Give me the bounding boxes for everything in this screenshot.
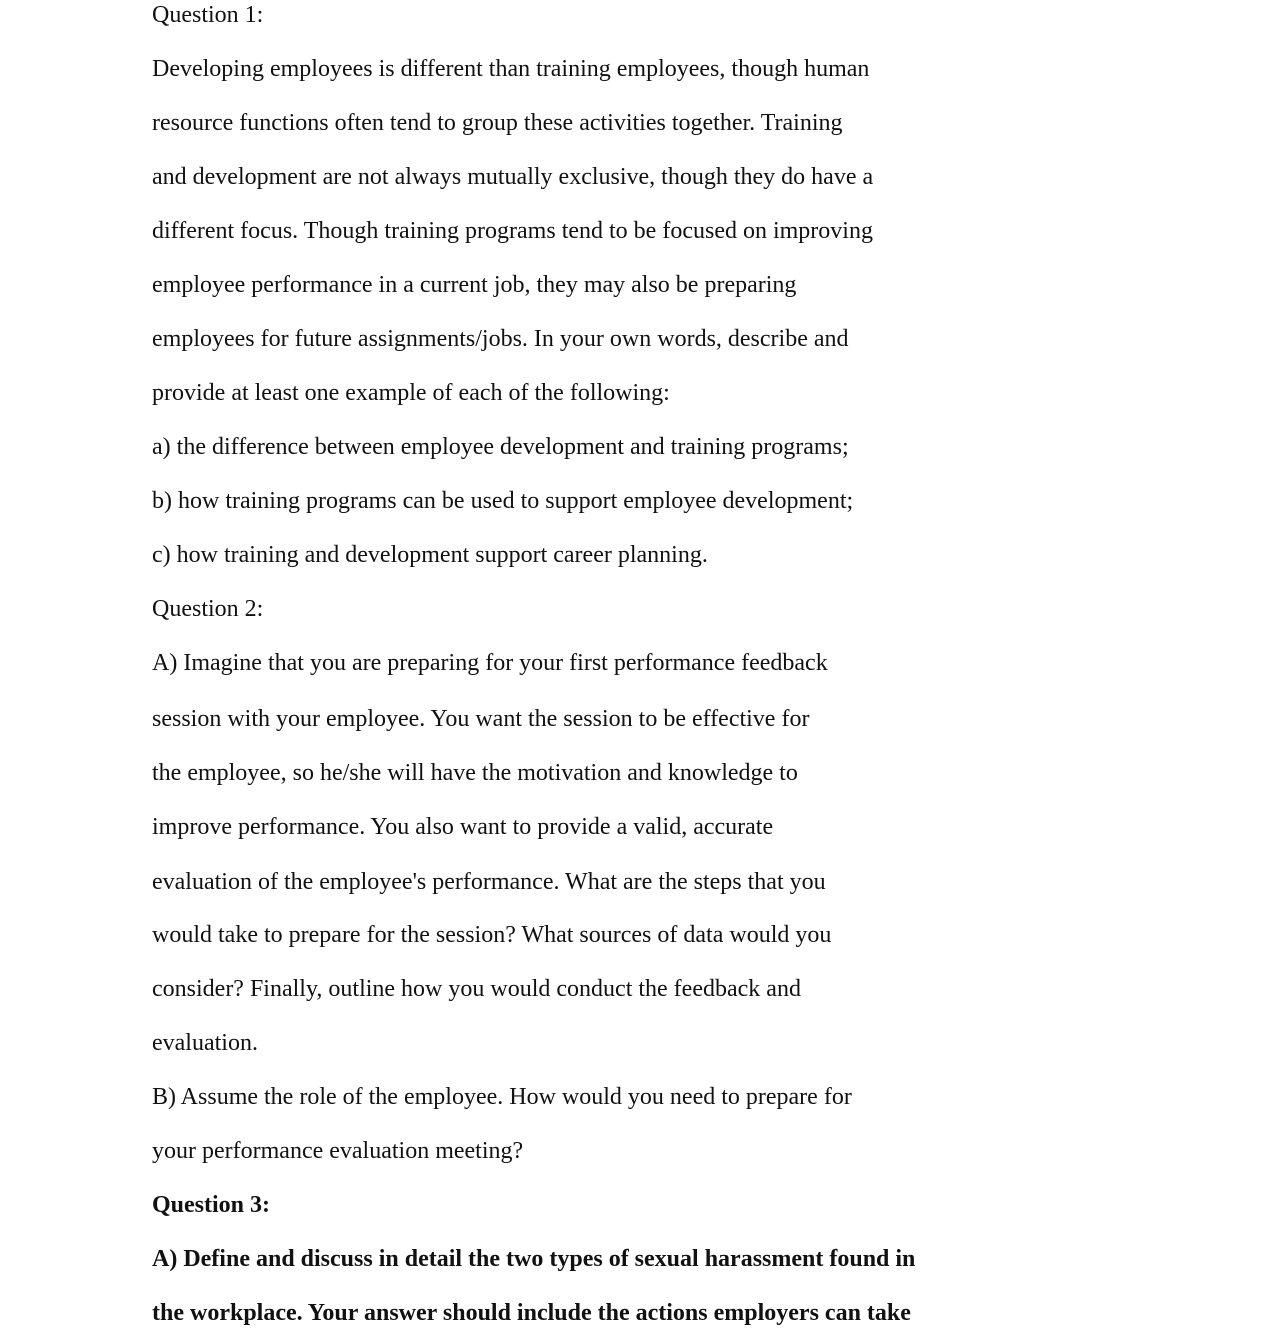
question-2-line: would take to prepare for the session? What sources of data would you: [152, 922, 832, 948]
question-2-line: your performance evaluation meeting?: [152, 1138, 524, 1164]
question-2-line: B) Assume the role of the employee. How would you need to prepare for: [152, 1084, 852, 1110]
question-1-line: different focus. Though training programs tend to be focused on improving: [152, 218, 873, 244]
question-1-line: provide at least one example of each of the following:: [152, 380, 670, 406]
question-2-line: consider? Finally, outline how you would conduct the feedback and: [152, 976, 801, 1002]
question-3-heading: Question 3:: [152, 1192, 271, 1218]
question-1-line: employee performance in a current job, they may also be preparing: [152, 272, 797, 298]
question-2-line: session with your employee. You want the session to be effective for: [152, 706, 810, 732]
question-2-line: improve performance. You also want to provide a valid, accurate: [152, 814, 774, 840]
question-3-line: the workplace. Your answer should include the actions employers can take: [152, 1300, 911, 1326]
question-1-line: Developing employees is different than training employees, though human: [152, 56, 870, 82]
question-1-item-a: a) the difference between employee development and training programs;: [152, 434, 849, 460]
question-2-line: A) Imagine that you are preparing for your first performance feedback: [152, 650, 828, 676]
question-1-line: employees for future assignments/jobs. In your own words, describe and: [152, 326, 849, 352]
question-1-heading: Question 1:: [152, 2, 264, 28]
question-1-item-c: c) how training and development support career planning.: [152, 542, 708, 568]
question-2-heading: Question 2:: [152, 596, 264, 622]
question-1-line: and development are not always mutually exclusive, though they do have a: [152, 164, 874, 190]
question-1-item-b: b) how training programs can be used to support employee development;: [152, 488, 854, 514]
question-1-line: resource functions often tend to group these activities together. Training: [152, 110, 843, 136]
question-2-line: the employee, so he/she will have the motivation and knowledge to: [152, 760, 798, 786]
question-2-line: evaluation of the employee's performance. What are the steps that you: [152, 869, 826, 895]
question-3-line: A) Define and discuss in detail the two types of sexual harassment found in: [152, 1246, 916, 1272]
question-2-line: evaluation.: [152, 1030, 258, 1056]
